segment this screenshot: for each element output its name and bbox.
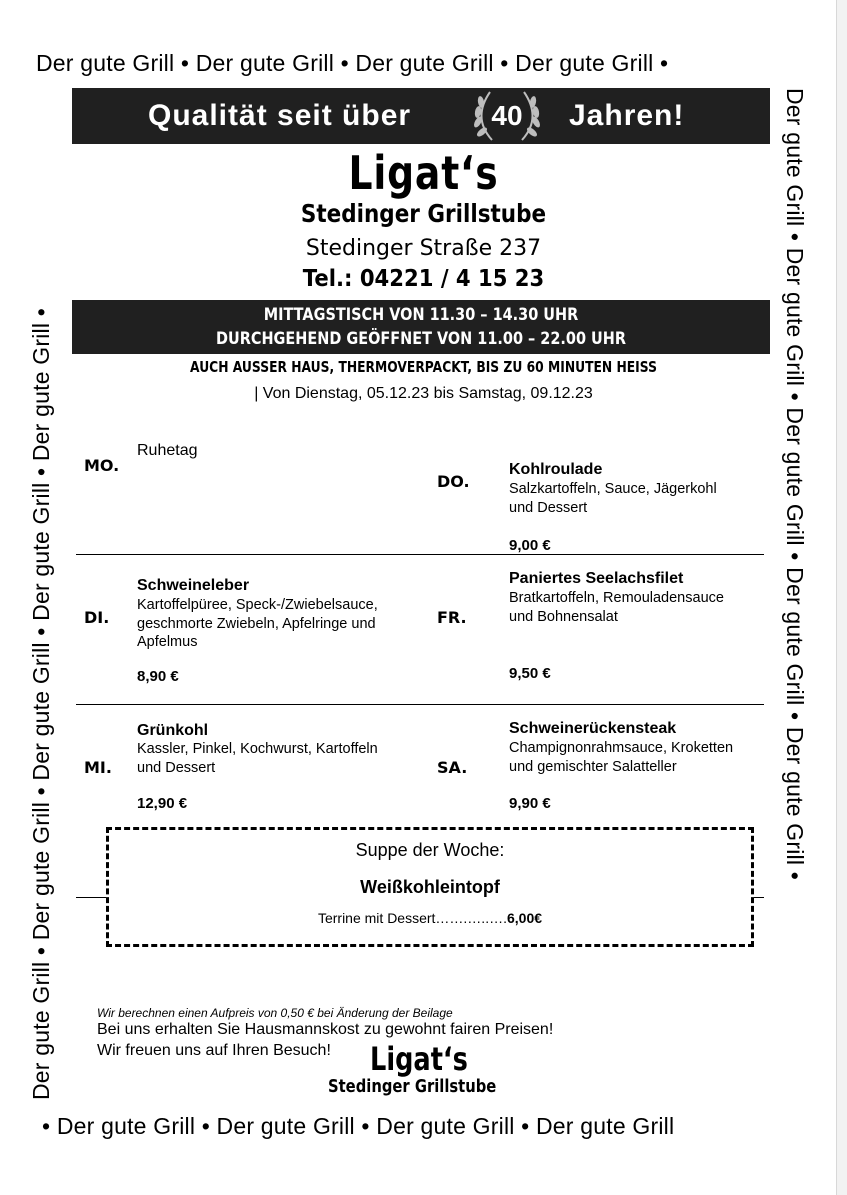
dish-price-sa: 9,90 € bbox=[509, 795, 551, 812]
dish-desc-line: und Bohnensalat bbox=[509, 608, 618, 625]
anniversary-number: 40 bbox=[491, 100, 523, 131]
footer-welcome: Wir freuen uns auf Ihren Besuch! bbox=[97, 1042, 331, 1059]
soup-name: Weißkohleintopf bbox=[360, 877, 500, 897]
dish-price-fr: 9,50 € bbox=[509, 665, 551, 682]
border-slogan-bottom: • Der gute Grill • Der gute Grill • Der gute Grill • Der gute Grill bbox=[42, 1113, 675, 1139]
border-slogan-right: Der gute Grill • Der gute Grill • Der gute Grill • Der gute Grill • Der gute Grill • bbox=[782, 88, 808, 880]
dish-desc-di bbox=[137, 596, 378, 652]
restaurant-phone: Tel.: 04221 / 4 15 23 bbox=[302, 266, 545, 292]
restaurant-address: Stedinger Straße 237 bbox=[305, 236, 542, 261]
soup-serving-text: Terrine mit Dessert…….…..…. bbox=[317, 910, 507, 926]
dish-name-mi: Grünkohl bbox=[137, 722, 209, 739]
quality-banner bbox=[72, 88, 770, 144]
day-label-mo: MO. bbox=[84, 456, 120, 475]
soup-of-the-week-box bbox=[106, 827, 754, 947]
row-divider bbox=[76, 554, 764, 555]
dish-name-sa: Schweinerückensteak bbox=[509, 720, 677, 737]
dish-desc-fr bbox=[509, 589, 724, 626]
dish-desc-line: Bratkartoffeln, Remouladensauce bbox=[509, 590, 724, 606]
dish-desc-line: Kartoffelpüree, Speck-/Zwiebelsauce, bbox=[137, 597, 378, 613]
restaurant-name: Ligat‘s bbox=[348, 146, 499, 200]
row-divider-left bbox=[76, 897, 106, 898]
dish-name-fr: Paniertes Seelachsfilet bbox=[509, 570, 684, 587]
dish-desc-line: Kassler, Pinkel, Kochwurst, Kartoffeln bbox=[137, 741, 378, 757]
day-label-fr: FR. bbox=[437, 608, 467, 627]
soup-serving bbox=[109, 910, 751, 926]
dish-price-di: 8,90 € bbox=[137, 668, 179, 685]
restaurant-subtitle: Stedinger Grillstube bbox=[300, 199, 547, 228]
opening-hours-bar bbox=[72, 300, 770, 354]
footer-logo-subtitle: Stedinger Grillstube bbox=[328, 1076, 497, 1097]
footer-slogan: Bei uns erhalten Sie Hausmannskost zu gewohnt fairen Preisen! bbox=[97, 1021, 554, 1038]
dish-desc-do bbox=[509, 480, 717, 517]
day-label-di: DI. bbox=[84, 608, 110, 627]
dish-desc-line: geschmorte Zwiebeln, Apfelringe und bbox=[137, 615, 376, 632]
banner-text-left: Qualität seit über bbox=[148, 99, 412, 132]
dish-desc-line: und Dessert bbox=[509, 499, 588, 516]
dish-desc-mi bbox=[137, 740, 378, 777]
date-range: | Von Dienstag, 05.12.23 bis Samstag, 09.12.23 bbox=[254, 385, 593, 402]
border-slogan-left: Der gute Grill • Der gute Grill • Der gute Grill • Der gute Grill • Der gute Grill • bbox=[28, 308, 54, 1100]
dish-name-do: Kohlroulade bbox=[509, 461, 603, 478]
dish-desc-sa bbox=[509, 739, 733, 776]
lunch-hours: MITTAGSTISCH VON 11.30 – 14.30 UHR bbox=[263, 305, 579, 325]
row-divider bbox=[76, 704, 764, 705]
opening-hours: DURCHGEHEND GEÖFFNET VON 11.00 – 22.00 UHR bbox=[215, 329, 626, 349]
dish-desc-line: und gemischter Salatteller bbox=[509, 758, 677, 775]
dish-price-mi: 12,90 € bbox=[137, 795, 188, 812]
soup-title: Suppe der Woche: bbox=[355, 840, 505, 860]
dish-desc-line: Salzkartoffeln, Sauce, Jägerkohl bbox=[509, 481, 717, 497]
closed-day-note: Ruhetag bbox=[137, 442, 198, 459]
day-label-mi: MI. bbox=[84, 758, 112, 777]
dish-desc-line: Apfelmus bbox=[137, 634, 198, 650]
page-edge bbox=[836, 0, 847, 1195]
footer-logo-name: Ligat‘s bbox=[370, 1040, 468, 1078]
dish-desc-line: und Dessert bbox=[137, 759, 216, 776]
dish-price-do: 9,00 € bbox=[509, 537, 551, 554]
banner-text-right: Jahren! bbox=[569, 99, 685, 132]
takeaway-note: AUCH AUSSER HAUS, THERMOVERPACKT, BIS ZU 60 MINUTEN HEISS bbox=[190, 358, 657, 376]
side-dish-surcharge-note: Wir berechnen einen Aufpreis von 0,50 € bei Änderung der Beilage bbox=[97, 1006, 453, 1020]
laurel-wreath-icon bbox=[452, 88, 562, 144]
dish-desc-line: Champignonrahmsauce, Kroketten bbox=[509, 740, 734, 756]
dish-name-di: Schweineleber bbox=[137, 577, 250, 594]
soup-price: 6,00€ bbox=[506, 910, 543, 926]
border-slogan-top: Der gute Grill • Der gute Grill • Der gute Grill • Der gute Grill • bbox=[36, 50, 669, 76]
day-label-do: DO. bbox=[437, 472, 470, 491]
day-label-sa: SA. bbox=[437, 758, 468, 777]
